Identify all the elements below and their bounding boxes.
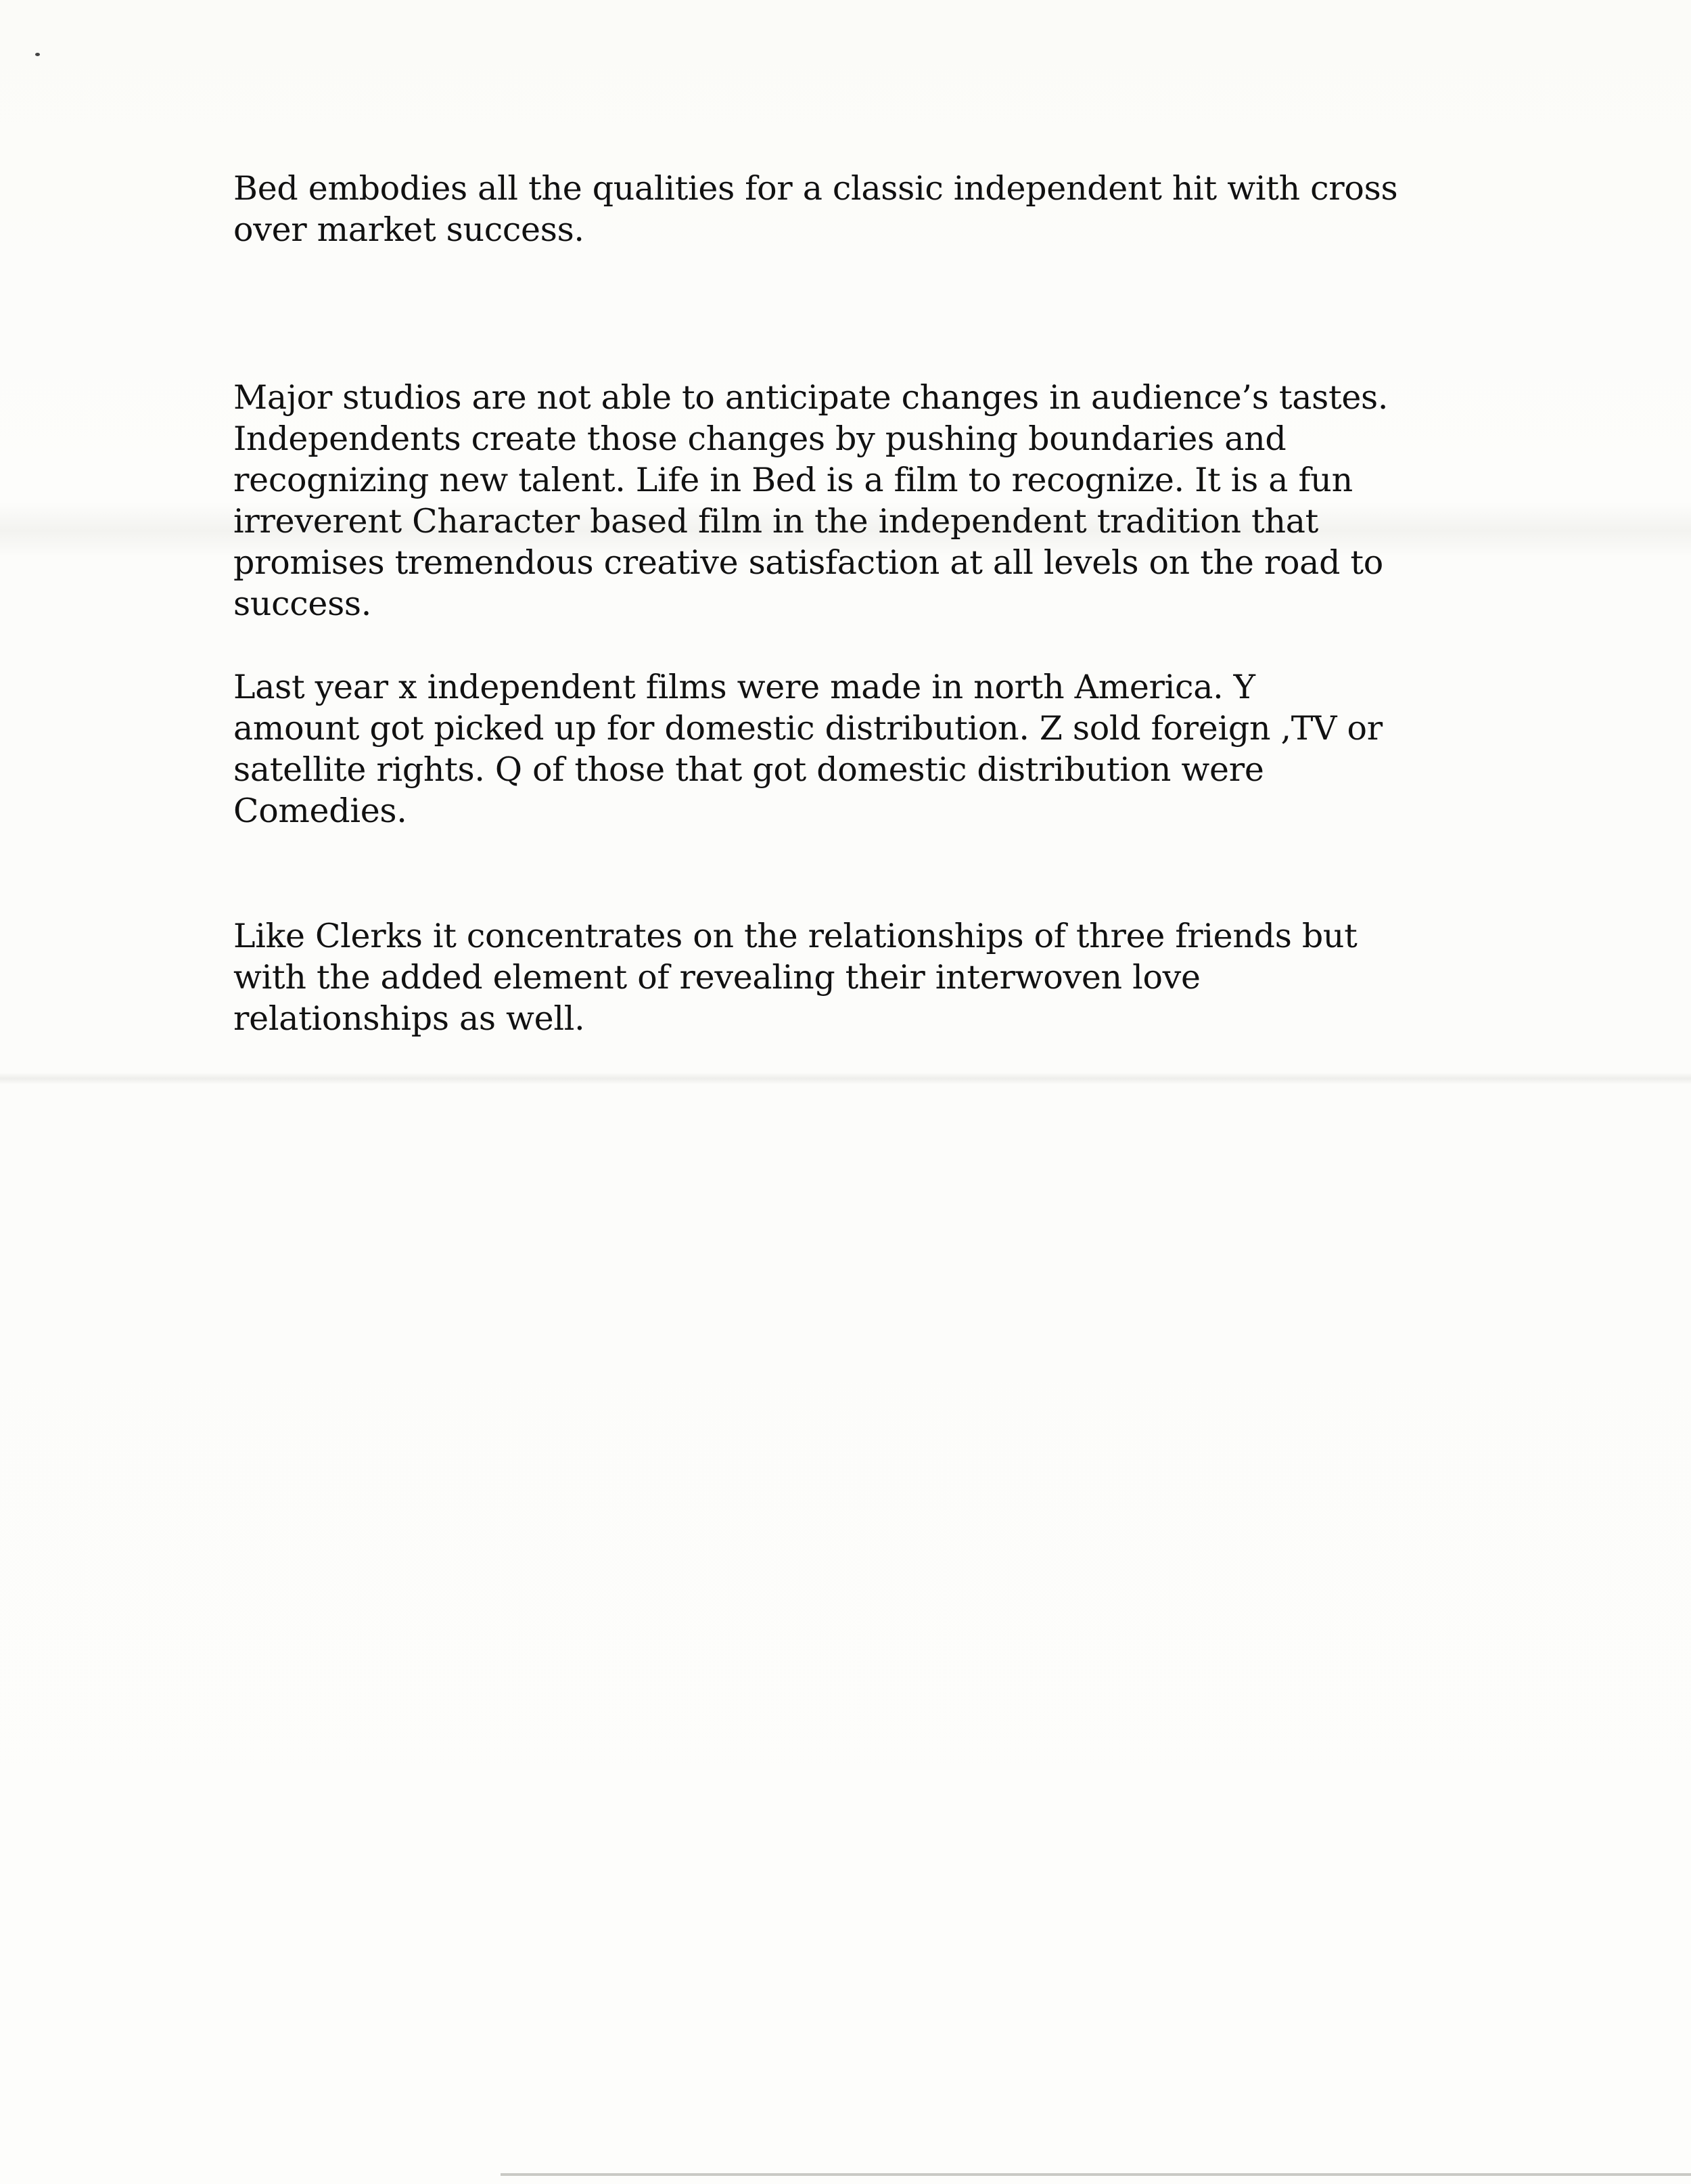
- paragraph-1: Bed embodies all the qualities for a classic independent hit with cross over market success.: [233, 169, 1398, 249]
- paragraph-2: Major studios are not able to anticipate changes in audience’s tastes. Independents create those changes by pushing boundaries and recognizing new talent. Life in Bed is a film to recognize. It is a fun irreverent Character based film in the independent tradition that promises tremendous creative satisfaction at all levels on the road to success.: [233, 378, 1389, 623]
- scan-speck: [35, 53, 40, 56]
- paragraph-4: Like Clerks it concentrates on the relationships of three friends but with the added element of revealing their interwoven love relationships as well.: [233, 917, 1358, 1038]
- paper-bottom-edge: [501, 2173, 1691, 2176]
- paper-fold-crease: [0, 1072, 1691, 1085]
- paragraph-3: Last year x independent films were made in north America. Y amount got picked up for domestic distribution. Z sold foreign ,TV or satellite rights. Q of those that got domestic distribution were Comedies.: [233, 668, 1383, 830]
